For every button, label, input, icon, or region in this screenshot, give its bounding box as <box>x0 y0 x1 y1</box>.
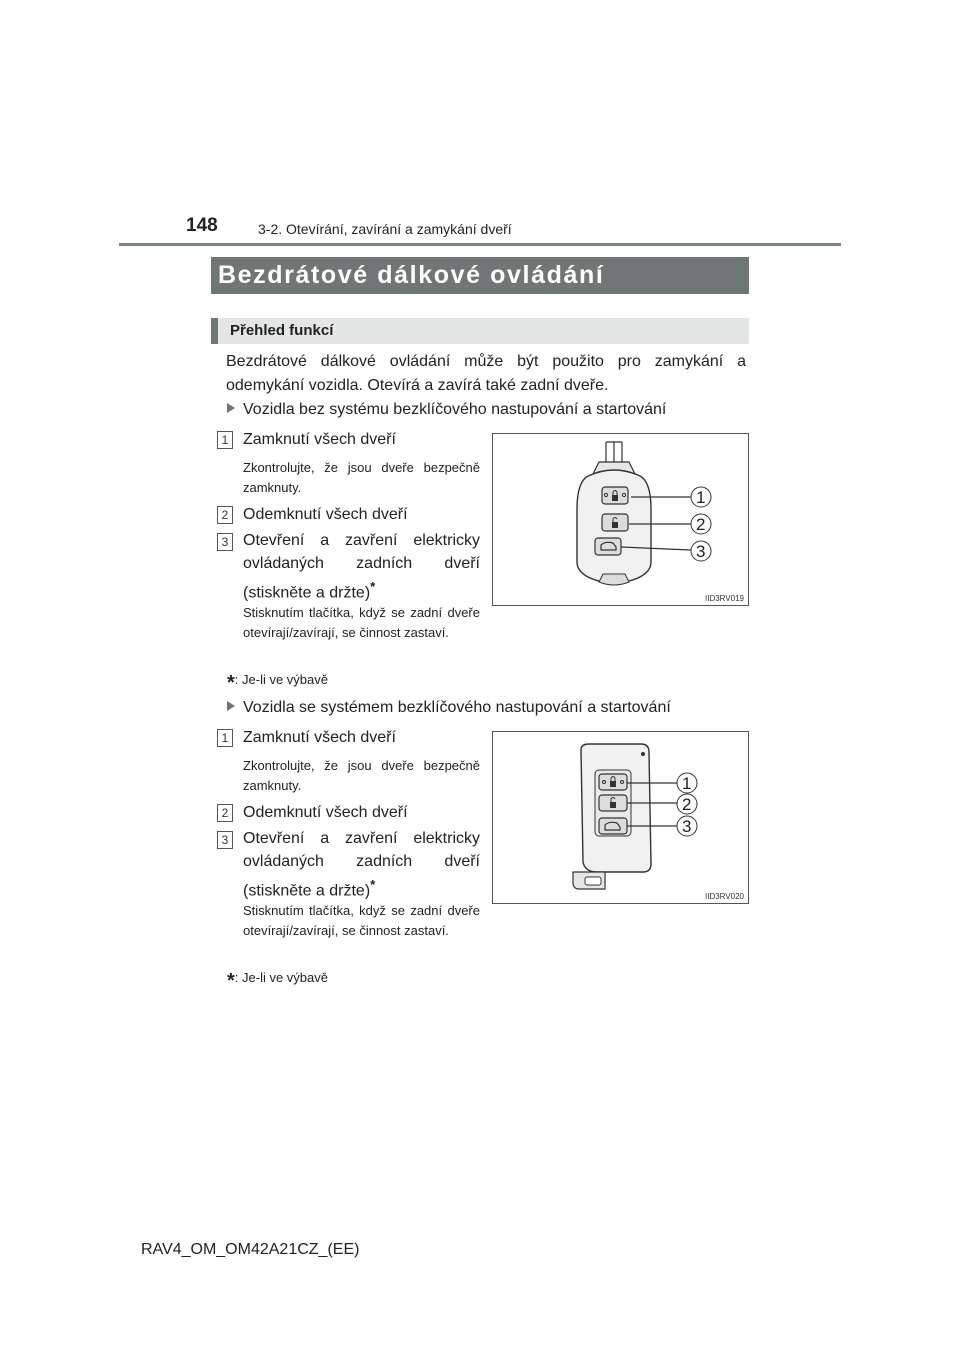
group1-item-tailgate <box>243 529 480 604</box>
figure-code: IID3RV019 <box>705 594 744 603</box>
unlock-icon <box>599 795 627 811</box>
group1-item-tailgate-label: Otevření a zavření elektricky ovládaných zadních dveří (stiskněte a držte) <box>243 532 480 602</box>
triangle-bullet-icon <box>227 403 235 413</box>
group2-footnote-text: : Je-li ve výbavě <box>234 970 328 985</box>
group2-item-tailgate-label: Otevření a zavření elektricky ovládaných zadních dveří (stiskněte a držte) <box>243 830 480 900</box>
callout-1: 1 <box>682 774 692 793</box>
group2-item-unlock: Odemknutí všech dveří <box>243 804 408 821</box>
asterisk-icon: * <box>370 579 376 594</box>
asterisk-icon: * <box>227 970 235 992</box>
group1-item-lock-note: Zkontrolujte, že jsou dveře bezpečně zamknuty. <box>243 460 480 495</box>
group2-item-number: 3 <box>217 831 233 849</box>
group2-item-number: 1 <box>217 729 233 747</box>
group2-item-lock-note: Zkontrolujte, že jsou dveře bezpečně zamknuty. <box>243 758 480 793</box>
page-number: 148 <box>186 215 218 236</box>
group1-item-number: 1 <box>217 431 233 449</box>
asterisk-icon: * <box>370 877 376 892</box>
figure-code: IID3RV020 <box>705 892 744 901</box>
key-figure-2 <box>492 731 749 904</box>
group2-item-tailgate <box>243 827 480 902</box>
group1-item-number: 2 <box>217 506 233 524</box>
group2-item-tailgate-note: Stisknutím tlačítka, když se zadní dveře otevírají/zavírají, se činnost zastaví. <box>243 903 480 938</box>
lock-icon <box>602 487 628 504</box>
group1-item-lock: Zamknutí všech dveří <box>243 431 396 448</box>
footer-code: RAV4_OM_OM42A21CZ_(EE) <box>141 1241 360 1258</box>
group2-footnote <box>227 970 328 993</box>
callout-3: 3 <box>682 817 692 836</box>
lock-icon <box>599 774 627 790</box>
group1-item-unlock: Odemknutí všech dveří <box>243 506 408 523</box>
tailgate-icon <box>599 818 627 834</box>
unlock-icon <box>602 514 628 531</box>
section-heading: Přehled funkcí <box>211 318 749 344</box>
intro-paragraph: Bezdrátové dálkové ovládání může být použito pro zamykání a odemykání vozidla. Otevírá a zavírá také zadní dveře. <box>226 353 746 394</box>
group1-heading-text: Vozidla bez systému bezklíčového nastupování a startování <box>243 401 667 418</box>
group1-item-tailgate-note: Stisknutím tlačítka, když se zadní dveře otevírají/zavírají, se činnost zastaví. <box>243 605 480 640</box>
page-title: Bezdrátové dálkové ovládání <box>211 257 749 294</box>
group1-item-number: 3 <box>217 533 233 551</box>
group2-item-number: 2 <box>217 804 233 822</box>
group1-heading <box>227 401 666 419</box>
group1-footnote-text: : Je-li ve výbavě <box>234 672 328 687</box>
key-illustration <box>493 434 750 607</box>
group2-heading-text: Vozidla se systémem bezklíčového nastupování a startování <box>243 699 671 716</box>
triangle-bullet-icon <box>227 701 235 711</box>
asterisk-icon: * <box>227 672 235 694</box>
group1-footnote <box>227 672 328 695</box>
breadcrumb: 3-2. Otevírání, zavírání a zamykání dveří <box>258 221 512 237</box>
group2-item-lock: Zamknutí všech dveří <box>243 729 396 746</box>
callout-1: 1 <box>696 488 706 507</box>
group2-heading <box>227 699 671 717</box>
callout-2: 2 <box>696 515 706 534</box>
tailgate-icon <box>595 538 621 555</box>
smart-key-illustration <box>493 732 750 905</box>
callout-3: 3 <box>696 542 706 561</box>
callout-2: 2 <box>682 795 692 814</box>
key-figure-1 <box>492 433 749 606</box>
header-divider <box>119 243 841 246</box>
